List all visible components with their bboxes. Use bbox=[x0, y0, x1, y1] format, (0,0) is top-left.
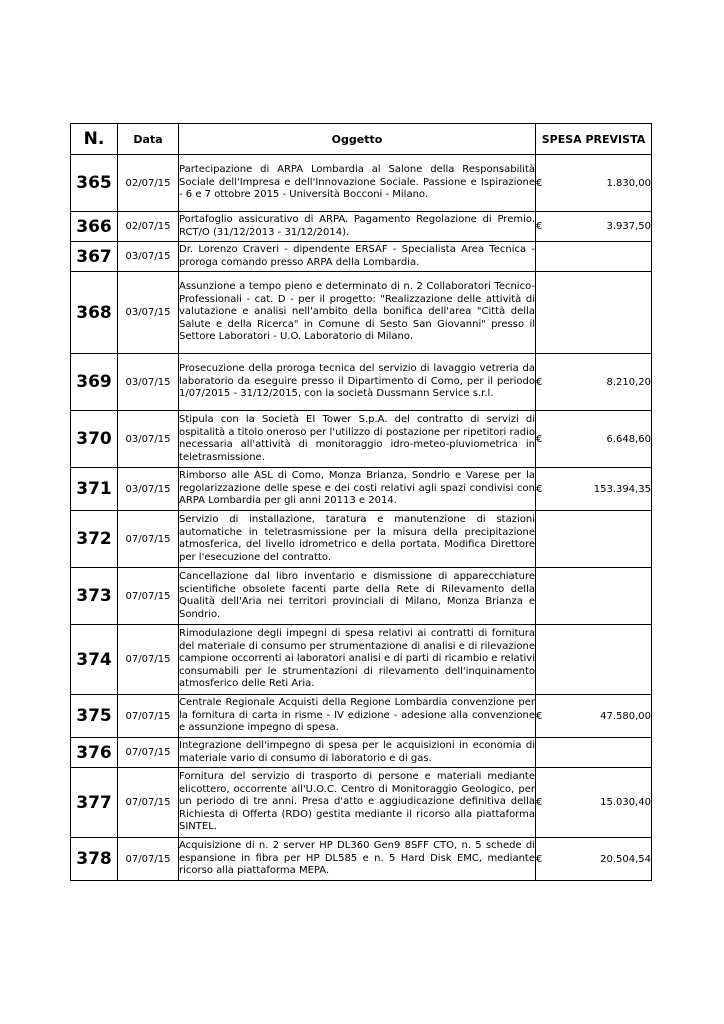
row-oggetto: Dr. Lorenzo Craveri - dipendente ERSAF - Specialista Area Tecnica - proroga comando presso ARPA della Lombardia. bbox=[179, 242, 536, 272]
table-row bbox=[71, 838, 652, 881]
row-number: 375 bbox=[71, 695, 118, 738]
row-number: 374 bbox=[71, 625, 118, 695]
row-spesa bbox=[536, 568, 652, 625]
table-row bbox=[71, 768, 652, 838]
row-oggetto: Rimodulazione degli impegni di spesa relativi ai contratti di fornitura del materiale di consumo per strumentazione di analisi e di rilevazione campione occorrenti ai laboratori analisi e di parti di ricambio e relativi consumabili per le strumentazioni di rilevamento dell'inquinamento atmosferico delle Reti Aria. bbox=[179, 625, 536, 695]
row-number: 371 bbox=[71, 468, 118, 511]
row-amount: 1.830,00 bbox=[606, 177, 651, 189]
row-date: 07/07/15 bbox=[118, 568, 179, 625]
row-amount: 153.394,35 bbox=[593, 483, 651, 495]
table-row bbox=[71, 411, 652, 468]
row-oggetto: Assunzione a tempo pieno e determinato di n. 2 Collaboratori Tecnico-Professionali - cat. D - per il progetto: "Realizzazione delle attività di valutazione e analisi nell'ambito della bonifica dell'area "Città della Salute e della Ricerca" in Comune di Sesto San Giovanni" presso il Settore Laboratori - U.O. Laboratorio di Milano. bbox=[179, 272, 536, 354]
table-row bbox=[71, 738, 652, 768]
row-number: 369 bbox=[71, 354, 118, 411]
row-number: 373 bbox=[71, 568, 118, 625]
header-oggetto: Oggetto bbox=[179, 124, 536, 155]
row-spesa bbox=[536, 354, 652, 411]
row-number: 368 bbox=[71, 272, 118, 354]
row-oggetto: Rimborso alle ASL di Como, Monza Brianza, Sondrio e Varese per la regolarizzazione delle spese e dei costi relativi agli spazi condivisi con ARPA Lombardia per gli anni 20113 e 2014. bbox=[179, 468, 536, 511]
table-row bbox=[71, 511, 652, 568]
row-number: 365 bbox=[71, 155, 118, 212]
row-number: 377 bbox=[71, 768, 118, 838]
row-number: 372 bbox=[71, 511, 118, 568]
row-amount: 47.580,00 bbox=[600, 710, 651, 722]
header-data: Data bbox=[118, 124, 179, 155]
row-spesa bbox=[536, 411, 652, 468]
row-oggetto: Fornitura del servizio di trasporto di persone e materiali mediante elicottero, occorrente all'U.O.C. Centro di Monitoraggio Geologico, per un periodo di tre anni. Presa d'atto e aggiudicazione definitiva della Richiesta di Offerta (RDO) gestita mediante il ricorso alla piattaforma SINTEL. bbox=[179, 768, 536, 838]
header-row bbox=[71, 124, 652, 155]
row-oggetto: Prosecuzione della proroga tecnica del servizio di lavaggio vetreria da laboratorio da eseguire presso il Dipartimento di Como, per il periodo 1/07/2015 - 31/12/2015, con la società Dussmann Service s.r.l. bbox=[179, 354, 536, 411]
row-spesa bbox=[536, 212, 652, 242]
row-oggetto: Portafoglio assicurativo di ARPA. Pagamento Regolazione di Premio. RCT/O (31/12/2013 - 31/12/2014). bbox=[179, 212, 536, 242]
row-date: 03/07/15 bbox=[118, 468, 179, 511]
row-date: 07/07/15 bbox=[118, 768, 179, 838]
row-date: 07/07/15 bbox=[118, 625, 179, 695]
euro-sign: € bbox=[536, 853, 543, 865]
euro-sign: € bbox=[536, 710, 543, 722]
row-oggetto: Integrazione dell'impegno di spesa per le acquisizioni in economia di materiale vario di consumo di laboratorio e di gas. bbox=[179, 738, 536, 768]
row-date: 07/07/15 bbox=[118, 738, 179, 768]
row-date: 07/07/15 bbox=[118, 838, 179, 881]
table-row bbox=[71, 695, 652, 738]
row-number: 378 bbox=[71, 838, 118, 881]
table-row bbox=[71, 272, 652, 354]
row-oggetto: Stipula con la Società EI Tower S.p.A. del contratto di servizi di ospitalità a titolo oneroso per l'utilizzo di postazione per ripetitori radio necessaria all'attività di monitoraggio idro-meteo-pluviometrica in teletrasmissione. bbox=[179, 411, 536, 468]
row-spesa bbox=[536, 625, 652, 695]
row-spesa bbox=[536, 768, 652, 838]
euro-sign: € bbox=[536, 797, 543, 808]
row-amount: 15.030,40 bbox=[600, 797, 651, 808]
row-date: 03/07/15 bbox=[118, 354, 179, 411]
row-date: 02/07/15 bbox=[118, 155, 179, 212]
header-spesa: SPESA PREVISTA bbox=[536, 124, 652, 155]
row-spesa bbox=[536, 511, 652, 568]
euro-sign: € bbox=[536, 221, 543, 232]
row-amount: 6.648,60 bbox=[606, 433, 651, 445]
table-row bbox=[71, 155, 652, 212]
row-spesa bbox=[536, 838, 652, 881]
table-row bbox=[71, 468, 652, 511]
row-spesa bbox=[536, 695, 652, 738]
euro-sign: € bbox=[536, 177, 543, 189]
row-number: 366 bbox=[71, 212, 118, 242]
row-number: 376 bbox=[71, 738, 118, 768]
table-row bbox=[71, 625, 652, 695]
row-number: 370 bbox=[71, 411, 118, 468]
row-oggetto: Partecipazione di ARPA Lombardia al Salone della Responsabilità Sociale dell'Impresa e dell'Innovazione Sociale. Passione e Ispirazione - 6 e 7 ottobre 2015 - Università Bocconi - Milano. bbox=[179, 155, 536, 212]
row-date: 07/07/15 bbox=[118, 695, 179, 738]
row-oggetto: Acquisizione di n. 2 server HP DL360 Gen9 8SFF CTO, n. 5 schede di espansione in fibra per HP DL585 e n. 5 Hard Disk EMC, mediante ricorso alla piattaforma MEPA. bbox=[179, 838, 536, 881]
row-oggetto: Centrale Regionale Acquisti della Regione Lombardia convenzione per la fornitura di carta in risme - IV edizione - adesione alla convenzione e assunzione impegno di spesa. bbox=[179, 695, 536, 738]
row-oggetto: Servizio di installazione, taratura e manutenzione di stazioni automatiche in teletrasmissione per la misura della precipitazione atmosferica, del livello idrometrico e della portata. Modifica Direttore per l'esecuzione del contratto. bbox=[179, 511, 536, 568]
row-number: 367 bbox=[71, 242, 118, 272]
table-row bbox=[71, 354, 652, 411]
row-amount: 8.210,20 bbox=[606, 376, 651, 388]
row-date: 07/07/15 bbox=[118, 511, 179, 568]
header-n: N. bbox=[71, 124, 118, 155]
row-date: 03/07/15 bbox=[118, 272, 179, 354]
euro-sign: € bbox=[536, 483, 543, 495]
euro-sign: € bbox=[536, 433, 543, 445]
row-date: 02/07/15 bbox=[118, 212, 179, 242]
row-date: 03/07/15 bbox=[118, 411, 179, 468]
row-amount: 20.504,54 bbox=[600, 853, 651, 865]
table-row bbox=[71, 568, 652, 625]
row-date: 03/07/15 bbox=[118, 242, 179, 272]
row-spesa bbox=[536, 738, 652, 768]
row-oggetto: Cancellazione dal libro inventario e dismissione di apparecchiature scientifiche obsolete facenti parte della Rete di Rilevamento della Qualità dell'Aria nei territori provinciali di Milano, Monza Brianza e Sondrio. bbox=[179, 568, 536, 625]
table-row bbox=[71, 212, 652, 242]
row-spesa bbox=[536, 468, 652, 511]
row-spesa bbox=[536, 272, 652, 354]
table-row bbox=[71, 242, 652, 272]
row-spesa bbox=[536, 155, 652, 212]
row-spesa bbox=[536, 242, 652, 272]
register-table bbox=[70, 123, 652, 881]
row-amount: 3.937,50 bbox=[606, 221, 651, 232]
euro-sign: € bbox=[536, 376, 543, 388]
